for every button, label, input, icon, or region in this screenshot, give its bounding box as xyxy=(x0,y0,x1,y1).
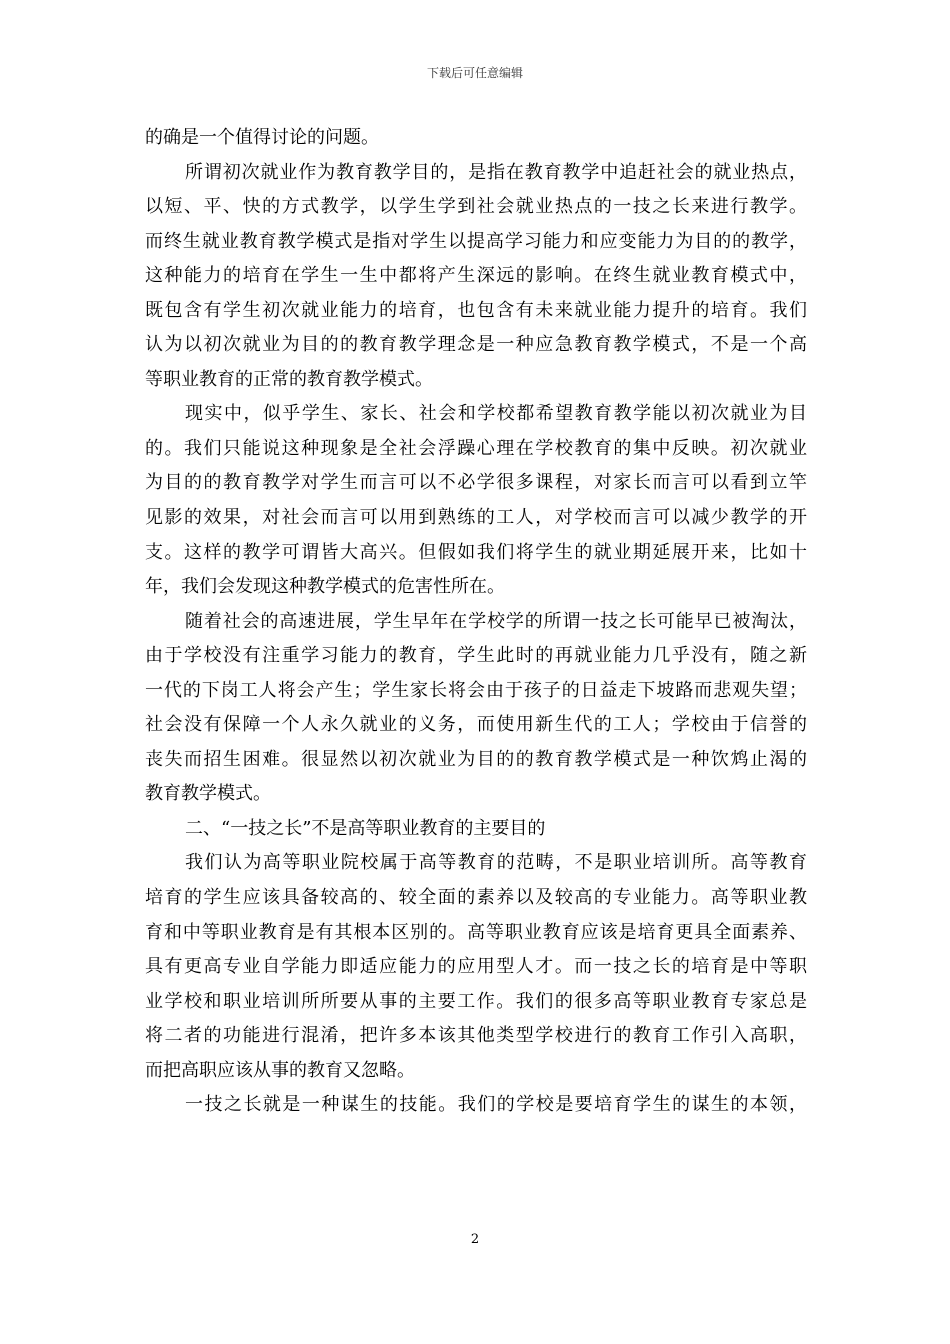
body-line: 社会没有保障一个人永久就业的义务，而使用新生代的工人；学校由于信誉的 xyxy=(145,714,807,736)
body-line: 由于学校没有注重学习能力的教育，学生此时的再就业能力几乎没有，随之新 xyxy=(145,645,807,667)
document-body xyxy=(145,121,807,1123)
body-line: 将二者的功能进行混淆，把许多本该其他类型学校进行的教育工作引入高职， xyxy=(145,1025,807,1047)
body-line: 既包含有学生初次就业能力的培育，也包含有未来就业能力提升的培育。我们 xyxy=(145,299,807,321)
body-line: 业学校和职业培训所所要从事的主要工作。我们的很多高等职业教育专家总是 xyxy=(145,990,807,1012)
body-line: 见影的效果，对社会而言可以用到熟练的工人，对学校而言可以减少教学的开 xyxy=(145,507,807,529)
body-line: 现实中，似乎学生、家长、社会和学校都希望教育教学能以初次就业为目 xyxy=(185,403,807,425)
body-line: 具有更高专业自学能力即适应能力的应用型人才。而一技之长的培育是中等职 xyxy=(145,956,807,978)
body-line: 所谓初次就业作为教育教学目的，是指在教育教学中追赶社会的就业热点， xyxy=(185,161,807,183)
body-line: 一代的下岗工人将会产生；学生家长将会由于孩子的日益走下坡路而悲观失望； xyxy=(145,679,807,701)
body-line: 的确是一个值得讨论的问题。 xyxy=(145,127,379,148)
body-line: 而把高职应该从事的教育又忽略。 xyxy=(145,1059,415,1081)
body-line: 支。这样的教学可谓皆大高兴。但假如我们将学生的就业期延展开来，比如十 xyxy=(145,541,807,563)
page-header: 下载后可任意编辑 xyxy=(426,66,523,80)
body-line: 年，我们会发现这种教学模式的危害性所在。 xyxy=(145,576,505,598)
body-line: 我们认为高等职业院校属于高等教育的范畴，不是职业培训所。高等教育 xyxy=(185,852,807,874)
body-line: 而终生就业教育教学模式是指对学生以提高学习能力和应变能力为目的的教学， xyxy=(145,230,807,252)
body-line: 丧失而招生困难。很显然以初次就业为目的的教育教学模式是一种饮鸩止渴的 xyxy=(145,748,807,770)
body-line: 以短、平、快的方式教学，以学生学到社会就业热点的一技之长来进行教学。 xyxy=(145,196,807,218)
page-number: 2 xyxy=(470,1232,480,1247)
body-line: 培育的学生应该具备较高的、较全面的素养以及较高的专业能力。高等职业教 xyxy=(145,887,807,909)
section-heading: 二、“一技之长”不是高等职业教育的主要目的 xyxy=(185,817,546,839)
body-line: 教育教学模式。 xyxy=(145,783,271,805)
body-line: 随着社会的高速进展，学生早年在学校学的所谓一技之长可能早已被淘汰， xyxy=(185,610,807,632)
body-line: 的。我们只能说这种现象是全社会浮躁心理在学校教育的集中反映。初次就业 xyxy=(145,437,807,459)
body-line: 这种能力的培育在学生一生中都将产生深远的影响。在终生就业教育模式中， xyxy=(145,265,807,287)
body-line: 一技之长就是一种谋生的技能。我们的学校是要培育学生的谋生的本领， xyxy=(185,1094,807,1116)
body-line: 认为以初次就业为目的的教育教学理念是一种应急教育教学模式，不是一个高 xyxy=(145,334,807,356)
body-line: 育和中等职业教育是有其根本区别的。高等职业教育应该是培育更具全面素养、 xyxy=(145,921,807,943)
body-line: 等职业教育的正常的教育教学模式。 xyxy=(145,368,433,390)
body-line: 为目的的教育教学对学生而言可以不必学很多课程，对家长而言可以看到立竿 xyxy=(145,472,807,494)
